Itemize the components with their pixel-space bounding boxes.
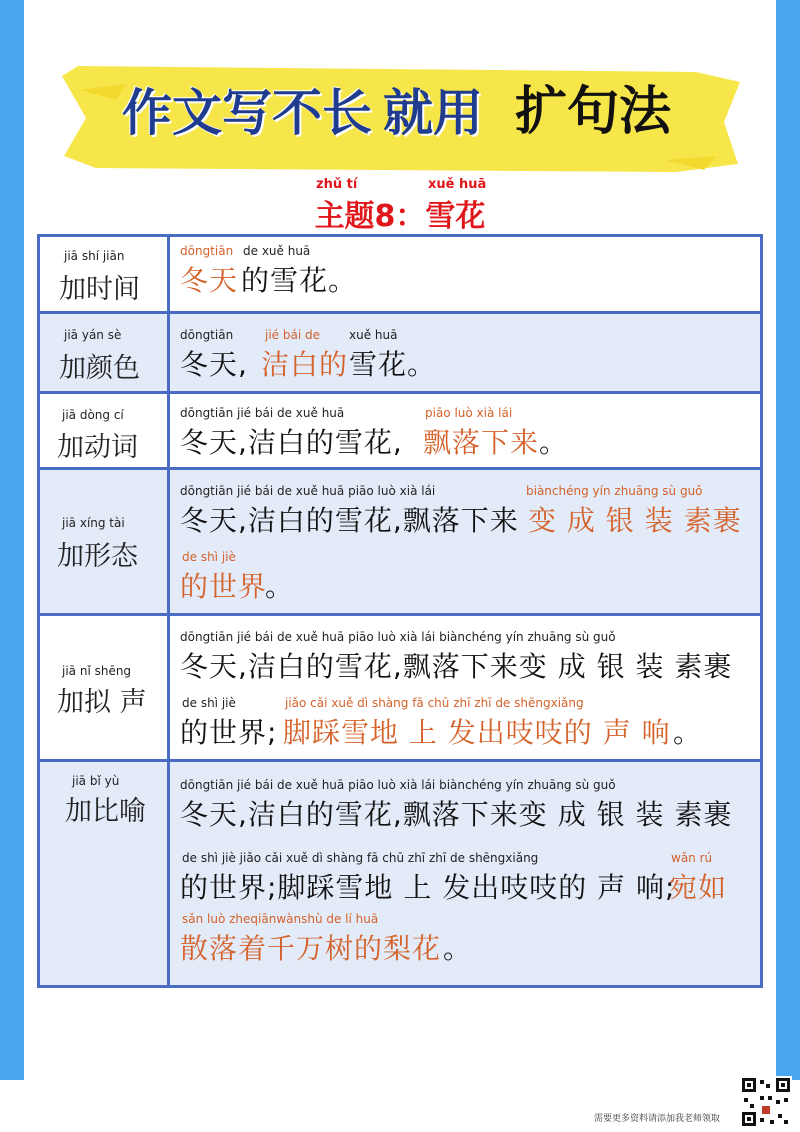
row-label: 加比喻 [65,796,146,827]
row-label-cell [40,762,170,985]
row-label: 加形态 [57,541,138,572]
sentence-text: 冬天,洁白的雪花,飘落下来变 成 银 装 素裹 [180,650,733,683]
row-label-cell [40,394,170,467]
left-side-bar [0,0,24,1080]
pinyin-line: piāo luò xià lái [425,406,513,420]
subtitle-pinyin-2: xuě huā [428,177,487,192]
row-label-pinyin: jiā nǐ shēng [62,664,132,678]
row-label-pinyin: jiā shí jiān [64,249,125,263]
row-label: 加动词 [57,432,138,463]
table-row-verb [40,394,760,470]
row-label-pinyin: jiā xíng tài [62,516,125,530]
sentence-text: 冬天, [180,348,248,381]
sentence-text: 的世界;脚踩雪地 上 发出吱吱的 声 响; [180,871,676,904]
row-content-cell [173,470,760,613]
title-part-2: 就用 [383,84,483,142]
sentence-highlight: 洁白的 [261,348,349,381]
row-label: 加颜色 [59,353,140,384]
sentence-text: 。 [673,716,703,749]
pinyin-line: dōngtiān [180,244,234,258]
row-label-pinyin: jiā bǐ yù [72,774,120,788]
sentence-text: 的雪花。 [241,264,358,297]
pinyin-line: jié bái de [265,328,320,342]
pinyin-line: jiǎo cǎi xuě dì shàng fā chū zhī zhī de shēngxiǎng [285,696,584,710]
pinyin-line: dōngtiān jié bái de xuě huā [180,406,345,420]
table-row-color [40,314,760,394]
pinyin-line: xuě huā [349,328,398,342]
row-content-cell [173,394,760,467]
sentence-highlight: 脚踩雪地 上 发出吱吱的 声 响 [283,716,671,749]
row-label-pinyin: jiā yán sè [64,328,122,342]
sentence-highlight: 散落着千万树的梨花 [180,932,442,965]
row-label-pinyin: jiā dòng cí [62,408,124,422]
sentence-text: 冬天,洁白的雪花, [180,426,403,459]
pinyin-line: de shì jiè jiǎo cǎi xuě dì shàng fā chū zhī zhī de shēngxiǎng [182,851,539,865]
title-part-3: 扩句法 [515,82,672,142]
qr-code-icon [740,1076,792,1128]
sentence-highlight: 的世界 [180,570,268,603]
table-row-metaphor [40,762,760,985]
row-content-cell [173,314,760,391]
sentence-text: 的世界; [180,716,278,749]
table-row-form [40,470,760,616]
pinyin-line: biànchéng yín zhuāng sù guǒ [526,484,703,498]
row-label: 加拟 声 [57,687,147,718]
row-label-cell [40,314,170,391]
pinyin-line: de shì jiè [182,550,236,564]
row-label-cell [40,237,170,311]
pinyin-line: dōngtiān jié bái de xuě huā piāo luò xià lái biànchéng yín zhuāng sù guǒ [180,630,616,644]
right-side-bar [776,0,800,1080]
table-row-time [40,237,760,314]
table-row-onomatopoeia [40,616,760,762]
sentence-highlight: 变 成 银 装 素裹 [528,504,742,537]
pinyin-line: dōngtiān [180,328,234,342]
sentence-highlight: 飘落下来 [423,426,540,459]
pinyin-line: sǎn luò zheqiānwànshù de lí huā [182,912,379,926]
sentence-text: 冬天,洁白的雪花,飘落下来 [180,504,519,537]
pinyin-line: de xuě huā [243,244,311,258]
expansion-table [37,234,763,988]
row-content-cell [173,237,760,311]
pinyin-line: wǎn rú [671,851,713,865]
subtitle: 主题8：雪花 [314,199,486,234]
footer-note: 需要更多资料请添加我老师领取 [594,1114,721,1124]
pinyin-line: dōngtiān jié bái de xuě huā piāo luò xià lái [180,484,436,498]
title-part-1: 作文写不长 [122,84,372,142]
row-label-cell [40,470,170,613]
row-content-cell [173,762,760,985]
sentence-text: 。 [265,570,295,603]
sentence-highlight: 冬天 [180,264,239,297]
sentence-text: 。 [539,426,569,459]
subtitle-pinyin-1: zhǔ tí [316,177,358,192]
pinyin-line: de shì jiè [182,696,236,710]
pinyin-line: dōngtiān jié bái de xuě huā piāo luò xià lái biànchéng yín zhuāng sù guǒ [180,778,616,792]
row-label: 加时间 [59,274,140,305]
sentence-text: 。 [443,932,473,965]
sentence-highlight: 宛如 [669,871,728,904]
sentence-text: 雪花。 [349,348,437,381]
row-content-cell [173,616,760,759]
sentence-text: 冬天,洁白的雪花,飘落下来变 成 银 装 素裹 [180,798,733,831]
row-label-cell [40,616,170,759]
